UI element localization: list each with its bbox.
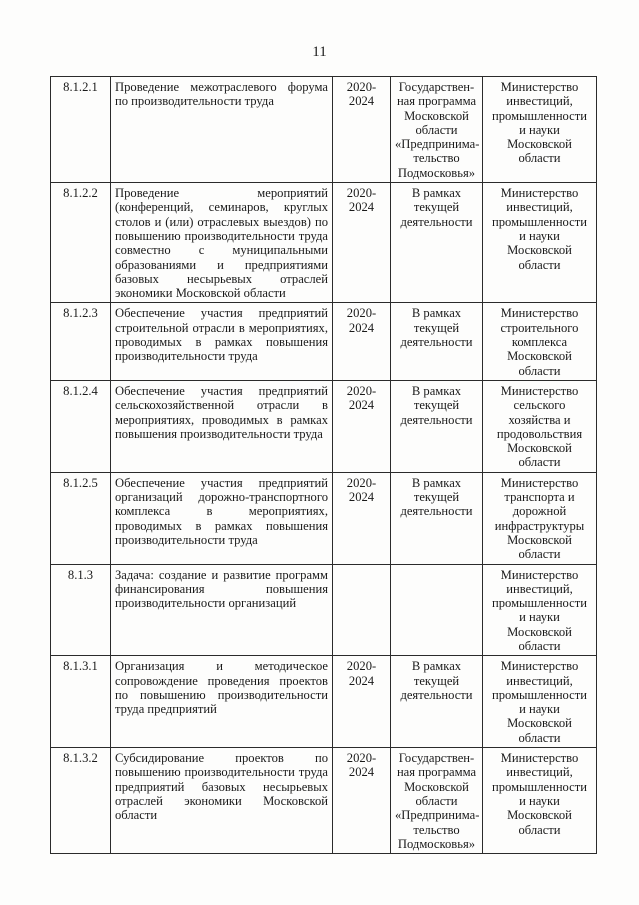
funding-source: В рамках текущей деятельности <box>391 656 483 748</box>
table-row <box>51 77 597 183</box>
funding-source: В рамках текущей деятельности <box>391 472 483 564</box>
funding-source: В рамках текущей деятельности <box>391 303 483 380</box>
table-row <box>51 748 597 854</box>
implementation-period: 2020- 2024 <box>333 77 391 183</box>
table-row <box>51 472 597 564</box>
table-row <box>51 656 597 748</box>
page-number: 11 <box>312 44 327 60</box>
responsible-executor: Министерство инвестиций, промышленности и науки Московской области <box>483 656 597 748</box>
table-row <box>51 303 597 380</box>
funding-source: Государствен- ная программа Московской области «Предпринима- тельство Подмосковья» <box>391 77 483 183</box>
row-number: 8.1.3.1 <box>51 656 111 748</box>
measure-title: Обеспечение участия предприятий организаций дорожно-транспортного комплекса в мероприятиях, проводимых в рамках повышения производительности труда <box>111 472 333 564</box>
table-row <box>51 380 597 472</box>
funding-source <box>391 564 483 656</box>
funding-source: В рамках текущей деятельности <box>391 183 483 303</box>
row-number: 8.1.3.2 <box>51 748 111 854</box>
measure-title: Задача: создание и развитие программ финансирования повышения производительности организаций <box>111 564 333 656</box>
responsible-executor: Министерство инвестиций, промышленности и науки Московской области <box>483 77 597 183</box>
row-number: 8.1.2.4 <box>51 380 111 472</box>
responsible-executor: Министерство строительного комплекса Московской области <box>483 303 597 380</box>
implementation-period: 2020- 2024 <box>333 183 391 303</box>
table-row <box>51 564 597 656</box>
measure-title: Проведение межотраслевого форума по производительности труда <box>111 77 333 183</box>
funding-source: Государствен- ная программа Московской области «Предпринима- тельство Подмосковья» <box>391 748 483 854</box>
implementation-period: 2020- 2024 <box>333 748 391 854</box>
measure-title: Обеспечение участия предприятий строительной отрасли в мероприятиях, проводимых в рамках повышения производительности труда <box>111 303 333 380</box>
implementation-period: 2020- 2024 <box>333 380 391 472</box>
row-number: 8.1.2.1 <box>51 77 111 183</box>
measures-table <box>50 76 597 854</box>
measure-title: Субсидирование проектов по повышению производительности труда предприятий базовых несырьевых отраслей экономики Московской области <box>111 748 333 854</box>
measure-title: Обеспечение участия предприятий сельскохозяйственной отрасли в мероприятиях, проводимых в рамках повышения производительности труда <box>111 380 333 472</box>
responsible-executor: Министерство сельского хозяйства и продовольствия Московской области <box>483 380 597 472</box>
measure-title: Организация и методическое сопровождение проведения проектов по повышению производительности труда предприятий <box>111 656 333 748</box>
implementation-period: 2020- 2024 <box>333 472 391 564</box>
responsible-executor: Министерство инвестиций, промышленности и науки Московской области <box>483 183 597 303</box>
implementation-period <box>333 564 391 656</box>
funding-source: В рамках текущей деятельности <box>391 380 483 472</box>
implementation-period: 2020- 2024 <box>333 303 391 380</box>
row-number: 8.1.2.5 <box>51 472 111 564</box>
row-number: 8.1.2.3 <box>51 303 111 380</box>
responsible-executor: Министерство инвестиций, промышленности и науки Московской области <box>483 748 597 854</box>
implementation-period: 2020- 2024 <box>333 656 391 748</box>
row-number: 8.1.2.2 <box>51 183 111 303</box>
table-row <box>51 183 597 303</box>
responsible-executor: Министерство инвестиций, промышленности и науки Московской области <box>483 564 597 656</box>
responsible-executor: Министерство транспорта и дорожной инфраструктуры Московской области <box>483 472 597 564</box>
measure-title: Проведение мероприятий (конференций, семинаров, круглых столов и (или) отраслевых выездов) по повышению производительности труда совместно с муниципальными образованиями и предприятиями базовых несырьевых отраслей экономики Московской области <box>111 183 333 303</box>
row-number: 8.1.3 <box>51 564 111 656</box>
